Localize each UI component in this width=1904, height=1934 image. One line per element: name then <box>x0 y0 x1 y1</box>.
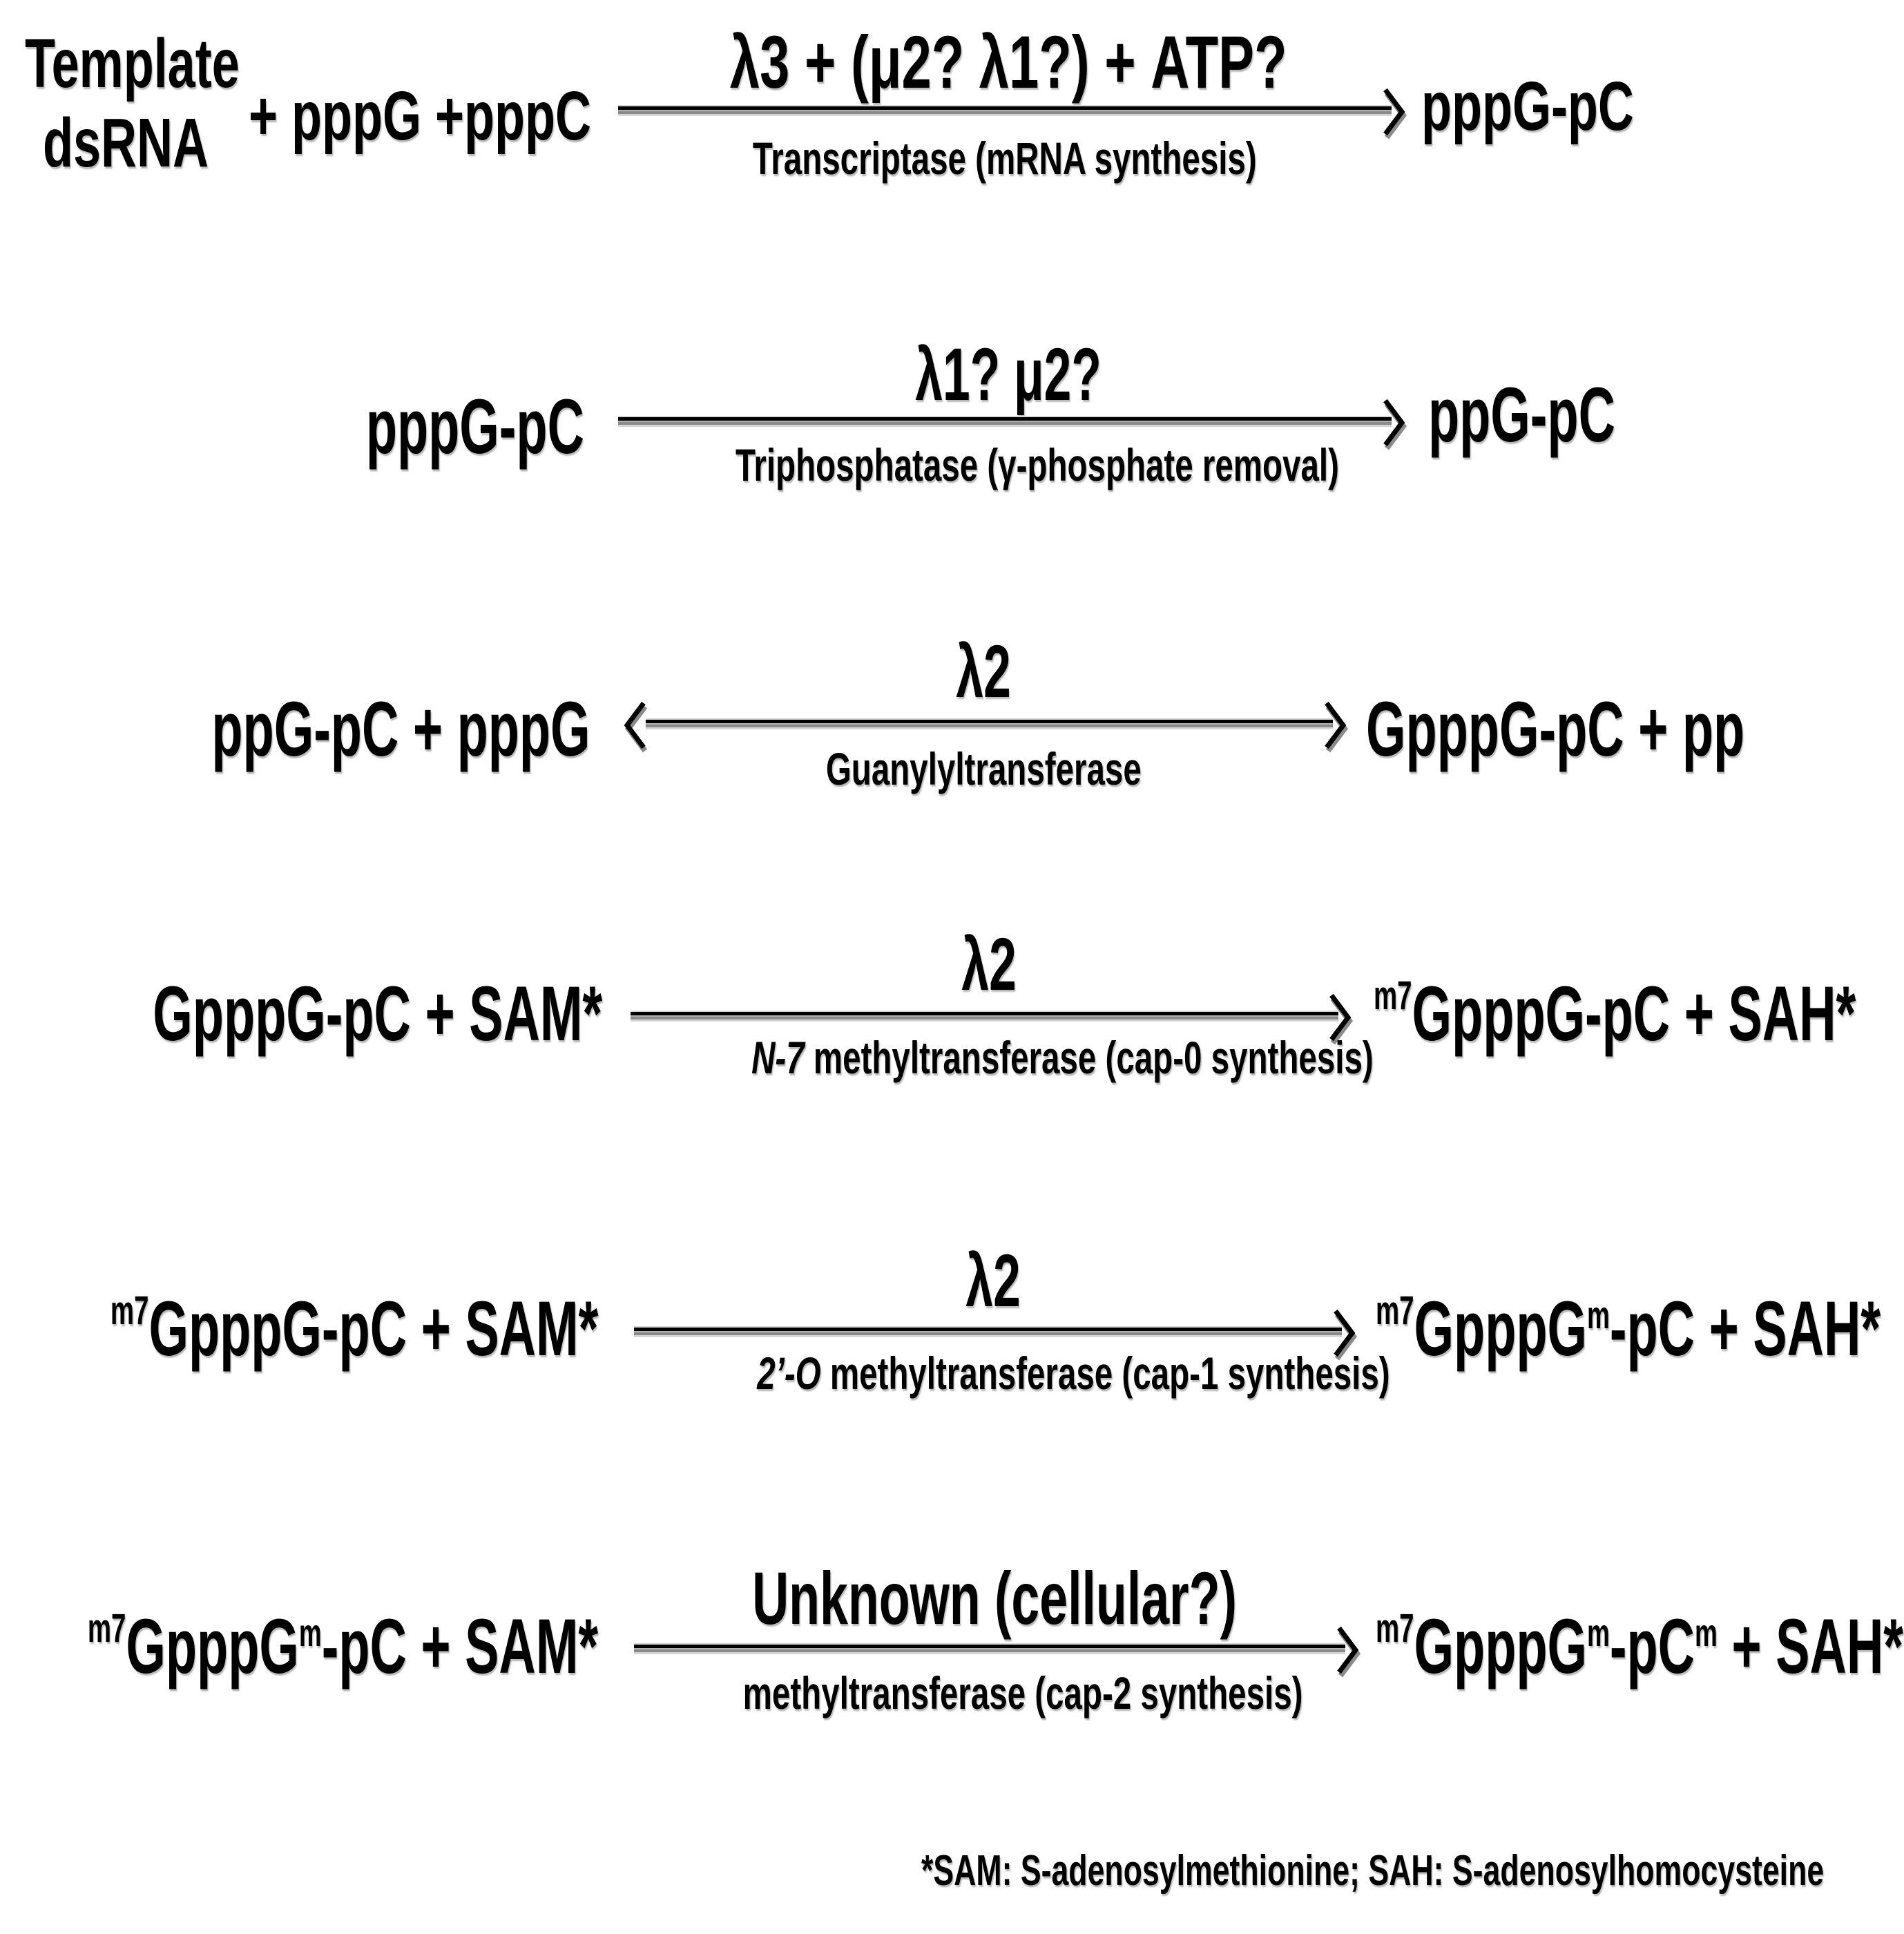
product-part-a-r6: GpppG <box>1414 1603 1588 1689</box>
product-text-r5 <box>1376 1285 1881 1372</box>
enzyme-label-r6 <box>634 1556 1356 1640</box>
product-text-r1: pppG-pC <box>1421 68 1634 145</box>
activity-text-r1: Transcriptase (mRNA synthesis) <box>753 133 1257 184</box>
reactant-text-r5 <box>110 1285 599 1372</box>
product-r4 <box>1374 970 1904 1057</box>
reactant-part-b-r6: -pC + SAM* <box>321 1603 598 1689</box>
reactant-text-r2: pppG-pC <box>365 383 584 470</box>
enzyme-text-r2: λ1? μ2? <box>915 332 1102 416</box>
product-part-b-r5: -pC + SAH* <box>1609 1285 1881 1372</box>
activity-label-r5 <box>634 1348 1390 1399</box>
enzyme-label-r4 <box>631 922 1347 1006</box>
arrow-shaft <box>634 1643 1345 1654</box>
activity-italic-r5: 2’-O <box>757 1348 821 1399</box>
product-r5 <box>1376 1285 1904 1372</box>
activity-text-r4 <box>751 1032 1374 1083</box>
reaction-arrow-r2 <box>618 412 1392 427</box>
superscript-m7: m7 <box>110 1287 149 1333</box>
product-part-c-r6: + SAH* <box>1717 1603 1903 1689</box>
product-text-r4 <box>1374 970 1856 1057</box>
product-part-a-r5: GpppG <box>1414 1285 1588 1372</box>
reactant-r4 <box>0 970 602 1057</box>
reactant-r5 <box>0 1285 599 1372</box>
footnote <box>921 1847 1904 1895</box>
enzyme-label-r1 <box>618 20 1398 104</box>
reactant-r6 <box>0 1603 598 1689</box>
superscript-m: m <box>1587 1610 1610 1654</box>
activity-text-r6: methyltransferase (cap-2 synthesis) <box>742 1667 1303 1718</box>
enzyme-label-r5 <box>634 1238 1352 1322</box>
reaction-arrow-r6 <box>634 1639 1345 1654</box>
activity-italic-r4: N-7 <box>751 1032 805 1083</box>
activity-label-r4 <box>631 1032 1374 1083</box>
superscript-m7: m7 <box>1376 1605 1414 1651</box>
superscript-m7: m7 <box>1374 973 1412 1018</box>
arrow-shaft <box>618 416 1392 427</box>
reaction-arrow-r3 <box>646 714 1333 729</box>
enzyme-text-r1: λ3 + (μ2? λ1?) + ATP? <box>729 20 1287 104</box>
activity-text-r5 <box>757 1348 1390 1399</box>
superscript-m: m <box>1587 1292 1610 1337</box>
enzyme-label-r3 <box>624 629 1343 713</box>
superscript-m: m <box>1695 1610 1718 1654</box>
reactant-text-r3: ppG-pC + pppG <box>211 686 590 772</box>
reactant-r2 <box>253 383 584 470</box>
reactant-text-r4: GpppG-pC + SAM* <box>153 970 602 1057</box>
enzyme-text-r4: λ2 <box>961 922 1017 1006</box>
activity-text-r2: Triphosphatase (γ-phosphate removal) <box>735 439 1339 490</box>
product-text-r6 <box>1376 1603 1903 1689</box>
activity-text-r3: Guanylyltransferase <box>825 743 1142 794</box>
superscript-m7: m7 <box>1376 1287 1414 1333</box>
superscript-m: m <box>298 1610 322 1654</box>
product-main-r4: GpppG-pC + SAH* <box>1412 970 1856 1057</box>
product-text-r3: GpppG-pC + pp <box>1366 686 1745 772</box>
product-part-b-r6: -pC <box>1609 1603 1695 1689</box>
reactant-main-r5: GpppG-pC + SAM* <box>148 1285 599 1372</box>
activity-rest-r4: methyltransferase (cap-0 synthesis) <box>804 1032 1374 1083</box>
product-r1 <box>1421 68 1717 145</box>
footnote-text: *SAM: S-adenosylmethionine; SAH: S-adenosylhomocysteine <box>921 1847 1825 1895</box>
activity-label-r2 <box>618 439 1392 490</box>
activity-label-r3 <box>624 743 1343 794</box>
arrow-shaft <box>634 1326 1342 1337</box>
superscript-m7: m7 <box>87 1605 126 1651</box>
product-r3 <box>1366 686 1904 772</box>
product-r6 <box>1376 1603 1904 1689</box>
arrow-shaft <box>618 105 1392 116</box>
reactant-part-a-r6: GpppG <box>126 1603 299 1689</box>
activity-rest-r5: methyltransferase (cap-1 synthesis) <box>820 1348 1390 1399</box>
reactant-dsrna-line2: dsRNA <box>43 104 209 182</box>
enzyme-label-r2 <box>618 332 1398 416</box>
enzyme-text-r5: λ2 <box>965 1238 1021 1322</box>
reactant-text-r6 <box>87 1603 598 1689</box>
activity-label-r6 <box>634 1667 1356 1718</box>
arrow-shaft <box>631 1011 1338 1022</box>
reaction-arrow-r1 <box>618 101 1392 116</box>
reaction-arrow-r5 <box>634 1322 1342 1337</box>
activity-label-r1 <box>618 133 1392 184</box>
product-text-r2: ppG-pC <box>1428 372 1615 458</box>
reactant-template-line1: Template <box>25 25 240 102</box>
reactant-dsrna <box>43 104 273 182</box>
product-r2 <box>1428 372 1712 458</box>
reaction-arrow-r4 <box>631 1006 1338 1022</box>
enzyme-text-r6: Unknown (cellular?) <box>752 1556 1238 1640</box>
arrow-shaft <box>646 718 1333 729</box>
reactant-nucleotides-text: + pppG +pppC <box>249 77 591 155</box>
enzyme-text-r3: λ2 <box>956 629 1011 713</box>
reactant-r3 <box>17 686 590 772</box>
